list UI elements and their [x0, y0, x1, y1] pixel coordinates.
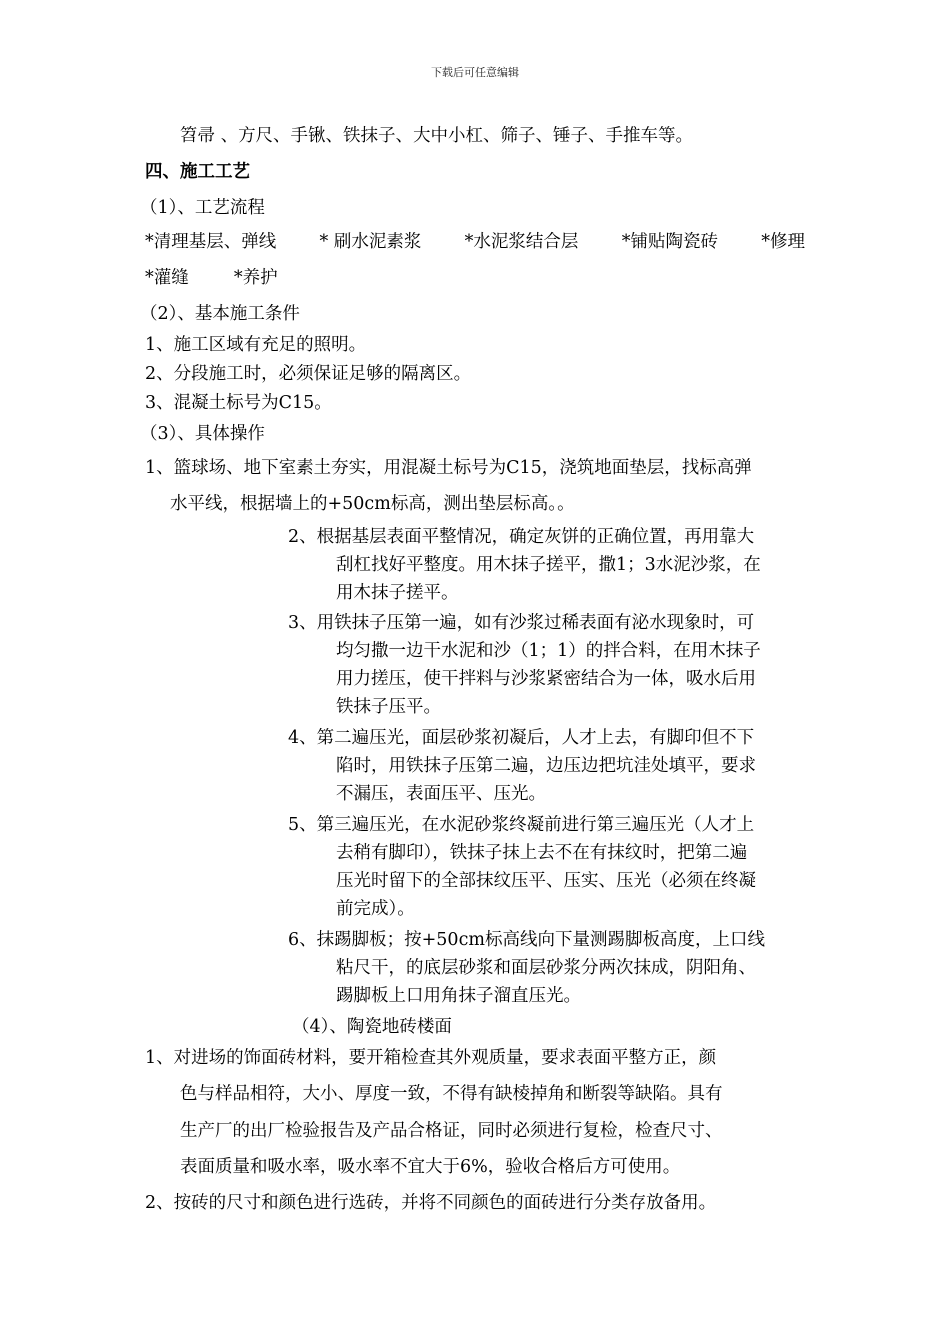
text-line: 5、第三遍压光，在水泥砂浆终凝前进行第三遍压光（人才上	[288, 815, 755, 835]
process-flow-row	[145, 230, 805, 254]
text-line: 6、抹踢脚板；按+50cm标高线向下量测踢脚板高度，上口线	[288, 930, 765, 950]
process-step: * 刷水泥素浆	[319, 232, 422, 252]
text-line: 水平线，根据墙上的+50cm标高，测出垫层标高。。	[170, 494, 575, 514]
text-line: 用力搓压，使干拌料与沙浆紧密结合为一体，吸水后用	[336, 669, 756, 689]
page-header: 下载后可任意编辑	[431, 66, 519, 79]
text-line: 陷时，用铁抹子压第二遍，边压边把坑洼处填平，要求	[336, 756, 756, 776]
process-step: *修理	[761, 232, 805, 252]
text-line: 铁抹子压平。	[336, 697, 441, 717]
process-flow-row	[145, 266, 278, 290]
process-step: *灌缝	[145, 268, 189, 288]
text-line: 粘尺干，的底层砂浆和面层砂浆分两次抹成，阴阳角、	[336, 958, 756, 978]
text-line: 前完成）。	[336, 899, 415, 919]
subsection-heading: （2）、基本施工条件	[140, 304, 300, 324]
text-line: 均匀撒一边干水泥和沙（1；1）的拌合料，在用木抹子	[336, 641, 761, 661]
text-line: 不漏压，表面压平、压光。	[336, 784, 546, 804]
section-heading: 四、施工工艺	[145, 162, 250, 182]
subsection-heading: （1）、工艺流程	[140, 198, 265, 218]
text-line: 用木抹子搓平。	[336, 583, 459, 603]
process-step: *水泥浆结合层	[464, 232, 579, 252]
text-line: 2、根据基层表面平整情况，确定灰饼的正确位置，再用靠大	[288, 527, 755, 547]
text-line: 1、对进场的饰面砖材料，要开箱检查其外观质量，要求表面平整方正，颜	[145, 1048, 717, 1068]
text-line: 踢脚板上口用角抹子溜直压光。	[336, 986, 581, 1006]
text-line: 表面质量和吸水率，吸水率不宜大于6%，验收合格后方可使用。	[180, 1157, 681, 1177]
process-step: *养护	[233, 268, 278, 288]
text-line: 生产厂的出厂检验报告及产品合格证，同时必须进行复检，检查尺寸、	[180, 1121, 723, 1141]
process-step: *清理基层、弹线	[145, 232, 277, 252]
text-line: 3、用铁抹子压第一遍，如有沙浆过稀表面有泌水现象时，可	[288, 613, 755, 633]
text-line: 1、施工区域有充足的照明。	[145, 335, 367, 355]
text-line: 刮杠找好平整度。用木抹子搓平，撒1；3水泥沙浆，在	[336, 555, 761, 575]
text-line: 2、按砖的尺寸和颜色进行选砖，并将不同颜色的面砖进行分类存放备用。	[145, 1193, 717, 1213]
text-line: 压光时留下的全部抹纹压平、压实、压光（必须在终凝	[336, 871, 756, 891]
text-line: 色与样品相符，大小、厚度一致，不得有缺棱掉角和断裂等缺陷。具有	[180, 1084, 723, 1104]
subsection-heading: （4）、陶瓷地砖楼面	[292, 1017, 452, 1037]
subsection-heading: （3）、具体操作	[140, 424, 265, 444]
text-line: 4、第二遍压光，面层砂浆初凝后，人才上去，有脚印但不下	[288, 728, 755, 748]
text-line: 2、分段施工时，必须保证足够的隔离区。	[145, 364, 472, 384]
text-line: 1、篮球场、地下室素土夯实，用混凝土标号为C15，浇筑地面垫层，找标高弹	[145, 458, 752, 478]
text-line: 笤帚 、方尺、手锹、铁抹子、大中小杠、筛子、锤子、手推车等。	[180, 126, 694, 146]
text-line: 去稍有脚印），铁抹子抹上去不在有抹纹时，把第二遍	[336, 843, 748, 863]
process-step: *铺贴陶瓷砖	[621, 232, 718, 252]
text-line: 3、混凝土标号为C15。	[145, 393, 332, 413]
